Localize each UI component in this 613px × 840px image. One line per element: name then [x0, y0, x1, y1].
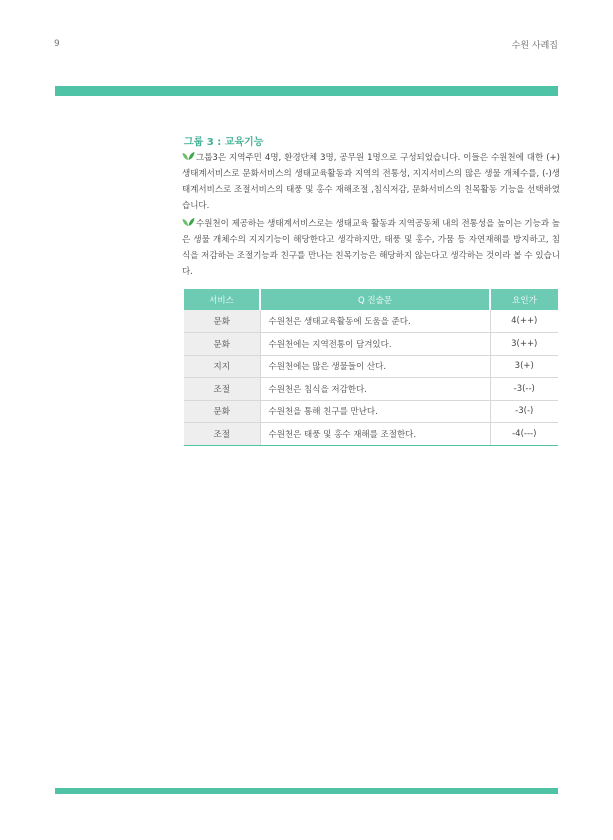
cell-factor: 3(++): [490, 333, 558, 356]
table-header-row: [184, 289, 558, 310]
cell-statement: 수원천에는 지역전통이 담겨있다.: [260, 333, 490, 356]
cell-statement: 수원천은 침식을 저감한다.: [260, 378, 490, 401]
cell-factor: -3(-): [490, 400, 558, 423]
leaf-bullet-icon: [182, 151, 195, 161]
table-row: [184, 400, 558, 423]
cell-service: 조절: [184, 378, 260, 401]
cell-factor: 3(+): [490, 355, 558, 378]
header-service: 서비스: [184, 289, 260, 310]
cell-factor: -4(---): [490, 423, 558, 446]
cell-statement: 수원천을 통해 친구를 만난다.: [260, 400, 490, 423]
cell-statement: 수원천은 생태교육활동에 도움을 준다.: [260, 310, 490, 333]
cell-service: 지지: [184, 355, 260, 378]
paragraph-2: [182, 216, 560, 280]
cell-service: 문화: [184, 310, 260, 333]
section-title: 그룹 3 : 교육기능: [184, 137, 264, 148]
paragraph-1: [182, 150, 560, 214]
running-title: 수원 사례집: [511, 41, 558, 51]
table-row: [184, 333, 558, 356]
paragraph-2-text: 수원천이 제공하는 생태계서비스로는 생태교육 활동과 지역공동체 내의 전통성을 높이는 기능과 높은 생물 개체수의 지지기능이 해당한다고 생각하지만, 태풍 및 홍수, 가뭄 등 자연재해를 방지하고, 침식을 저감하는 조절기능과 친구를 만나는 친목기능은 해당하지 않는다고 생각하는 것이라 볼 수 있습니다.: [182, 219, 560, 277]
cell-factor: 4(++): [490, 310, 558, 333]
page-number: 9: [54, 39, 60, 49]
table-row: [184, 310, 558, 333]
cell-statement: 수원천은 태풍 및 홍수 재해를 조절한다.: [260, 423, 490, 446]
leaf-bullet-icon: [182, 217, 195, 227]
cell-statement: 수원천에는 많은 생물들이 산다.: [260, 355, 490, 378]
header-factor: 요인가: [490, 289, 558, 310]
top-accent-bar: [55, 86, 558, 96]
cell-service: 문화: [184, 333, 260, 356]
paragraph-1-text: 그룹3은 지역주민 4명, 환경단체 3명, 공무원 1명으로 구성되었습니다. 이들은 수원천에 대한 (+) 생태계서비스로 문화서비스의 생태교육활동과 지역의 전통성, 지지서비스의 많은 생물 개체수를, (-)생태계서비스로 조절서비스의 태풍 및 홍수 재해조절 ,침식저감, 문화서비스의 친목활동 기능을 선택하였습니다.: [182, 153, 560, 211]
bottom-accent-bar: [55, 788, 558, 794]
table-row: [184, 355, 558, 378]
table-row: [184, 378, 558, 401]
cell-service: 문화: [184, 400, 260, 423]
cell-service: 조절: [184, 423, 260, 446]
cell-factor: -3(--): [490, 378, 558, 401]
header-statement: Q 진술문: [260, 289, 490, 310]
q-statement-table: [184, 289, 558, 446]
table-row: [184, 423, 558, 446]
